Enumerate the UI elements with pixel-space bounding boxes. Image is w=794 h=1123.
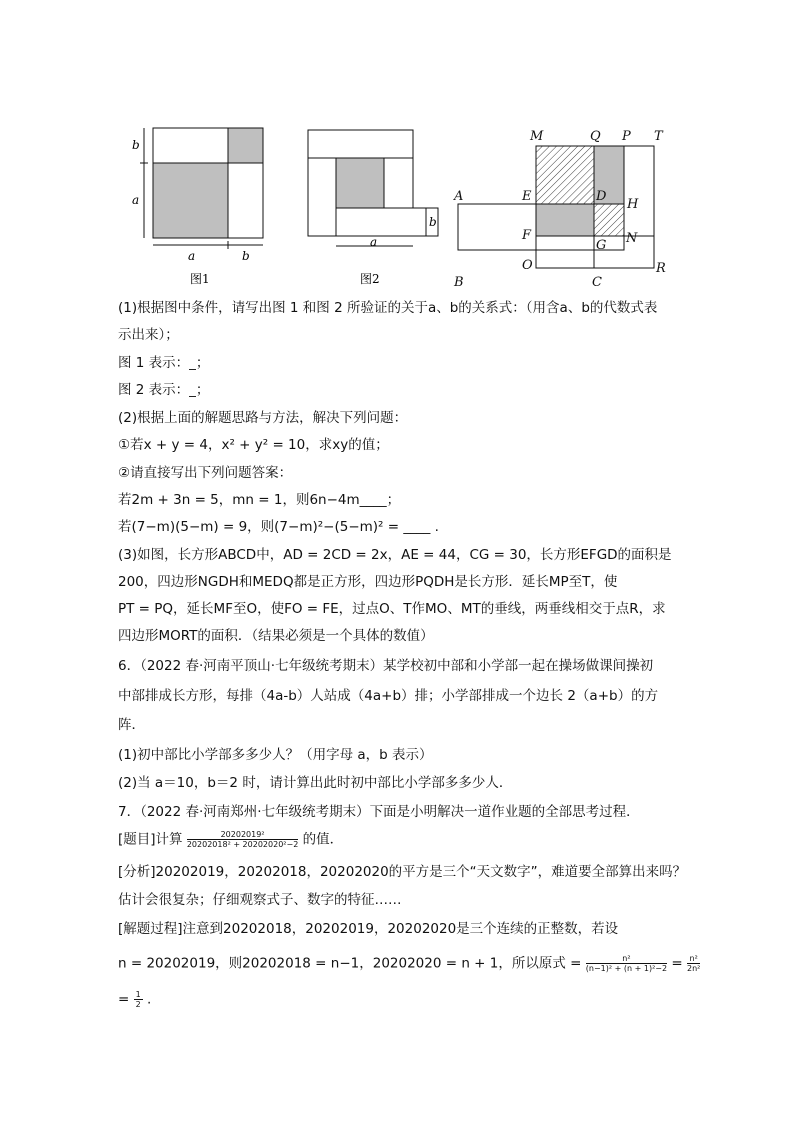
fig3-label-F: F xyxy=(522,228,532,243)
p7-frac2 xyxy=(586,954,667,973)
text-line-q1-intro-cont: 示出来）； xyxy=(118,327,179,343)
p7-title-prefix: [题目]计算 xyxy=(118,831,183,848)
figure-1 xyxy=(128,118,278,288)
text-line-p6-a: 6．（2022 春·河南平顶山·七年级统考期末）某学校初中部和小学部一起在操场做课间操初 xyxy=(118,658,654,674)
p7-title-fraction xyxy=(187,830,298,849)
fig1-label-b-bottom: b xyxy=(242,249,250,263)
text-line-fig2-answer: 图 2 表示：_； xyxy=(118,382,210,398)
text-line-q2-part1: ①若x + y = 4，x² + y² = 10，求xy的值； xyxy=(118,437,389,453)
text-line-p6-c: 阵． xyxy=(118,717,145,733)
p7-frac1-den: 20202018² + 20202020²−2 xyxy=(186,840,299,849)
fig3-label-B: B xyxy=(454,275,464,288)
fig1-label-b-left: b xyxy=(132,138,140,152)
p7-frac3-den: 2n² xyxy=(686,964,701,973)
text-line-p7-analysis-b: 估计会很复杂；仔细观察式子、数字的特征…… xyxy=(118,892,402,908)
fig1-label-a-bottom: a xyxy=(188,249,196,263)
fig3-label-O: O xyxy=(522,258,533,273)
fig3-label-G: G xyxy=(596,238,607,253)
text-line-q2-part2-a: 若2m + 3n = 5，mn = 1，则6n−4m____； xyxy=(118,492,401,508)
text-line-q2-part2-b: 若(7−m)(5−m) = 9，则(7−m)²−(5−m)² = ____ . xyxy=(118,519,439,535)
text-line-p7-result xyxy=(118,990,151,1009)
text-line-p7-intro: 7．（2022 春·河南郑州·七年级统考期末）下面是小明解决一道作业题的全部思考过程． xyxy=(118,804,640,820)
p7-frac3-num: n² xyxy=(687,954,700,964)
fig3-label-T: T xyxy=(654,129,663,144)
p7-derivation-text: n = 20202019，则20202018 = n−1，20202020 = n + 1，所以原式 = xyxy=(118,955,582,972)
p7-frac4 xyxy=(134,990,143,1009)
p7-frac1-num: 20202019² xyxy=(187,830,298,840)
p7-title-suffix: 的值． xyxy=(302,831,344,848)
figure-2 xyxy=(298,118,448,288)
fig2-label-b: b xyxy=(429,215,437,229)
text-line-p7-process-b xyxy=(118,954,700,973)
text-line-q3-d: 四边形MORT的面积．（结果必须是一个具体的数值） xyxy=(118,628,434,644)
text-line-q2-intro: (2)根据上面的解题思路与方法，解决下列问题： xyxy=(118,410,408,426)
text-line-q3-b: 200，四边形NGDH和MEDQ都是正方形，四边形PQDH是长方形．延长MP至T，使 xyxy=(118,574,618,590)
p7-frac3 xyxy=(687,954,700,973)
fig2-label-a: a xyxy=(370,235,378,249)
fig3-label-H: H xyxy=(627,197,639,212)
fig3-label-P: P xyxy=(622,129,631,144)
fig3-label-D: D xyxy=(596,189,607,204)
p7-eq2: = xyxy=(118,991,130,1008)
text-line-p7-process-a: [解题过程]注意到20202018，20202019，20202020是三个连续的正整数，若设 xyxy=(118,921,619,937)
text-line-p7-analysis-a: [分析]20202019，20202018，20202020的平方是三个“天文数字”，难道要全部算出来吗？ xyxy=(118,864,687,880)
text-line-fig1-answer: 图 1 表示：_； xyxy=(118,355,210,371)
text-line-p6-q1: (1)初中部比小学部多多少人？（用字母 a，b 表示） xyxy=(118,747,433,763)
p7-end: . xyxy=(147,991,152,1008)
figure-3 xyxy=(450,118,680,288)
fig3-label-A: A xyxy=(454,189,464,204)
fig3-label-E: E xyxy=(522,189,532,204)
p7-frac2-num: n² xyxy=(586,954,667,964)
text-line-q1-intro: (1)根据图中条件，请写出图 1 和图 2 所验证的关于a、b的关系式：（用含a、b的代数式表 xyxy=(118,300,658,316)
p7-frac4-num: 1 xyxy=(135,990,141,999)
fig3-label-M: M xyxy=(530,129,544,144)
fig3-label-N: N xyxy=(626,231,638,246)
fig3-label-Q: Q xyxy=(590,129,601,144)
text-line-p6-b: 中部排成长方形，每排（4a-b）人站成（4a+b）排；小学部排成一个边长 2（a+b）的方 xyxy=(118,688,659,704)
fig1-caption: 图1 xyxy=(190,272,210,286)
fig3-label-C: C xyxy=(592,275,602,288)
text-line-p6-q2: (2)当 a＝10，b＝2 时，请计算出此时初中部比小学部多多少人． xyxy=(118,775,513,791)
fig3-label-R: R xyxy=(656,261,666,276)
text-line-q3-a: (3)如图，长方形ABCD中，AD = 2CD = 2x，AE = 44，CG = 30，长方形EFGD的面积是 xyxy=(118,547,672,563)
text-line-q3-c: PT = PQ，延长MF至O，使FO = FE，过点O、T作MO、MT的垂线，两垂线相交于点R，求 xyxy=(118,601,666,617)
fig2-caption: 图2 xyxy=(360,272,380,286)
text-line-p7-title xyxy=(118,830,343,849)
p7-frac2-den: (n−1)² + (n + 1)²−2 xyxy=(585,964,668,973)
text-line-q2-part2: ②请直接写出下列问题答案： xyxy=(118,465,293,481)
p7-eq: = xyxy=(671,955,683,972)
fig1-label-a-left: a xyxy=(132,193,140,207)
p7-frac4-den: 2 xyxy=(135,1000,141,1009)
